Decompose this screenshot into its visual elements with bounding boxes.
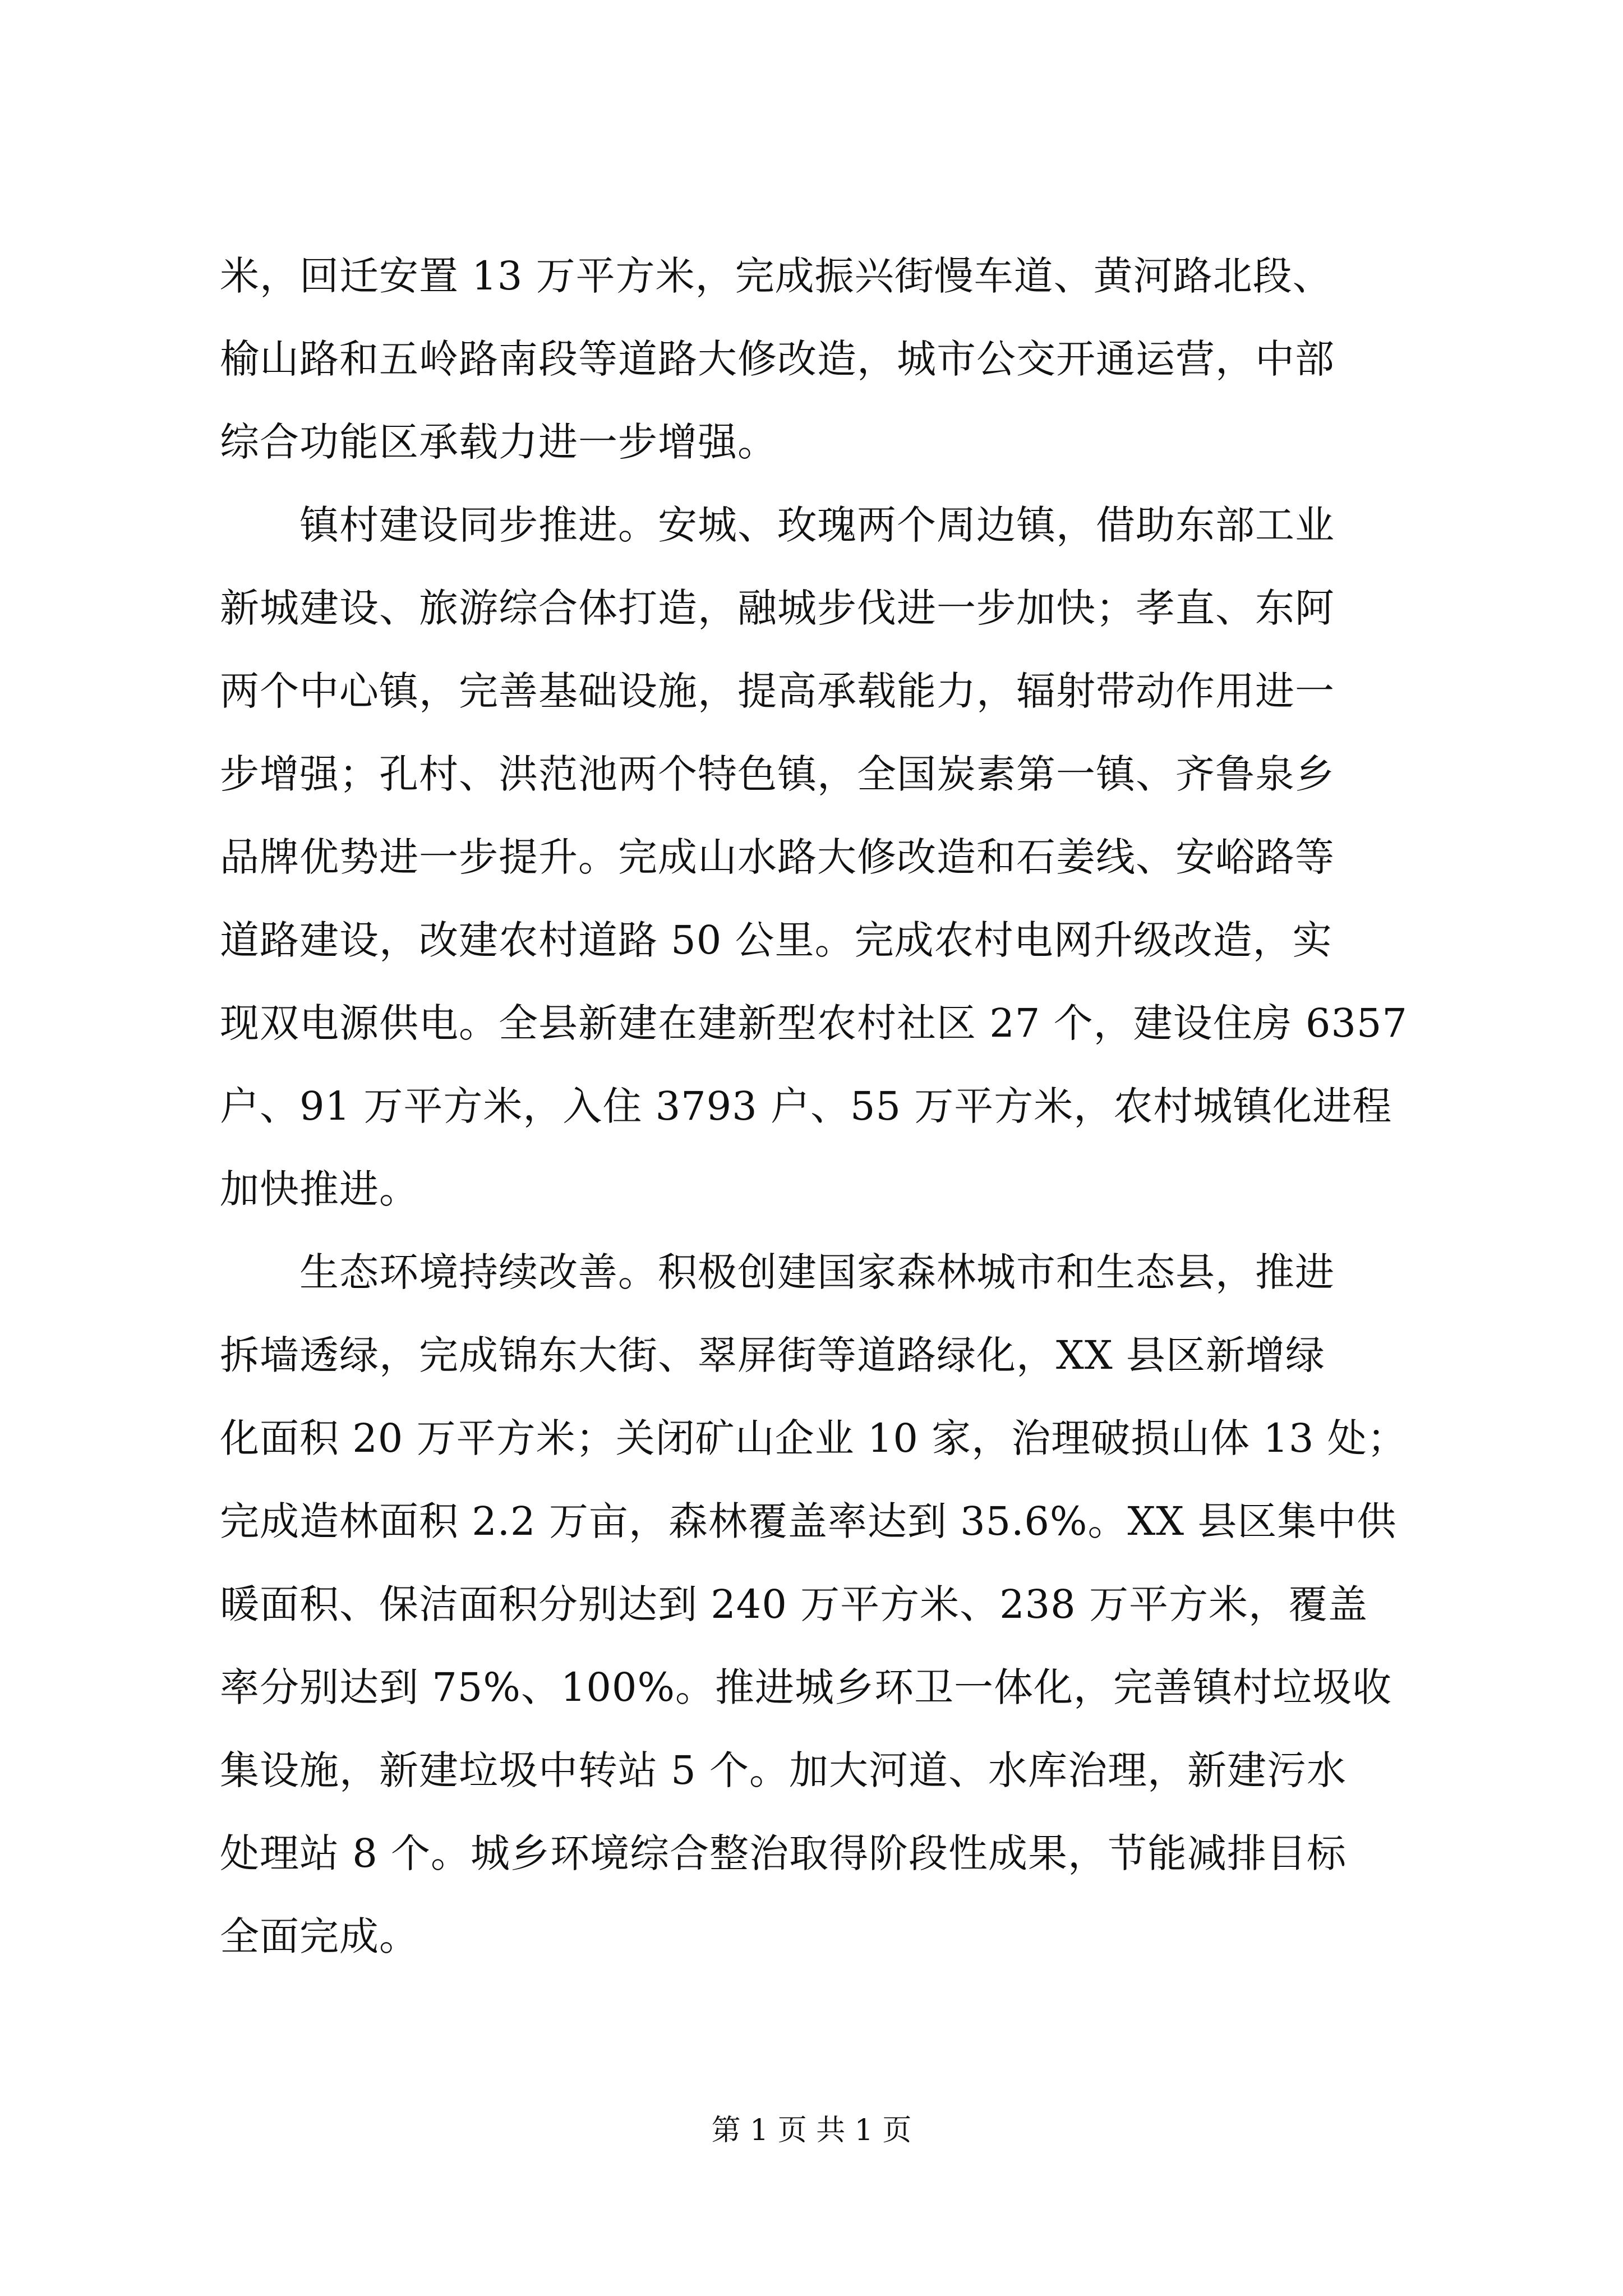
text-line: 步增强；孔村、洪范池两个特色镇，全国炭素第一镇、齐鲁泉乡 [220,751,1335,797]
text-line: 率分别达到 75%、100%。推进城乡环卫一体化，完善镇村垃圾收 [220,1664,1392,1710]
text-line: 综合功能区承载力进一步增强。 [220,419,777,465]
text-line: 拆墙透绿，完成锦东大街、翠屏街等道路绿化，XX 县区新增绿 [220,1332,1325,1378]
text-line: 加快推进。 [220,1166,419,1212]
text-line: 两个中心镇，完善基础设施，提高承载能力，辐射带动作用进一 [220,668,1335,714]
text-line: 道路建设，改建农村道路 50 公里。完成农村电网升级改造，实 [220,917,1332,963]
text-line: 暖面积、保洁面积分别达到 240 万平方米、238 万平方米，覆盖 [220,1581,1368,1627]
text-line: 处理站 8 个。城乡环境综合整治取得阶段性成果，节能减排目标 [220,1830,1347,1876]
page-number-footer: 第 1 页 共 1 页 [711,2114,912,2147]
body-text [220,234,1408,1978]
text-line: 现双电源供电。全县新建在建新型农村社区 27 个，建设住房 6357 [220,1000,1408,1046]
text-line: 新城建设、旅游综合体打造，融城步伐进一步加快；孝直、东阿 [220,585,1335,631]
text-line: 化面积 20 万平方米；关闭矿山企业 10 家，治理破损山体 13 处； [220,1415,1407,1461]
text-line: 户、91 万平方米，入住 3793 户、55 万平方米，农村城镇化进程 [220,1083,1393,1129]
text-line: 米，回迁安置 13 万平方米，完成振兴街慢车道、黄河路北段、 [220,253,1332,299]
text-line: 榆山路和五岭路南段等道路大修改造，城市公交开通运营，中部 [220,336,1335,382]
text-line: 品牌优势进一步提升。完成山水路大修改造和石姜线、安峪路等 [220,834,1335,880]
text-line: 全面完成。 [220,1913,419,1959]
text-line: 镇村建设同步推进。安城、玫瑰两个周边镇，借助东部工业 [220,502,1335,548]
text-line: 集设施，新建垃圾中转站 5 个。加大河道、水库治理，新建污水 [220,1747,1347,1793]
text-line: 完成造林面积 2.2 万亩，森林覆盖率达到 35.6%。XX 县区集中供 [220,1498,1397,1544]
text-line: 生态环境持续改善。积极创建国家森林城市和生态县，推进 [220,1249,1335,1295]
